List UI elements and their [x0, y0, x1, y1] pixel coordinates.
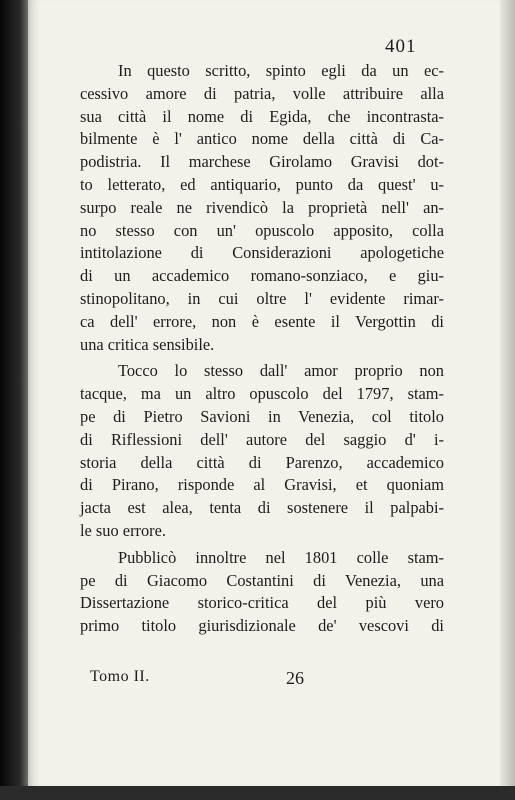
text-line: pe di Giacomo Costantini di Venezia, una [80, 570, 444, 590]
text-line: storia della città di Parenzo, accademico [80, 452, 444, 472]
text-line: di Riflessioni dell' autore del saggio d' i- [80, 429, 444, 449]
text-line: sua città il nome di Egida, che incontrasta- [80, 106, 444, 126]
text-line: primo titolo giurisdizionale de' vescovi di [80, 616, 444, 636]
signature-mark: Tomo II. [90, 668, 150, 685]
text-line: di Pirano, risponde al Gravisi, et quoniam [80, 475, 444, 495]
page-bottom-edge [0, 786, 515, 800]
text-line: Pubblicò innoltre nel 1801 colle stam- [118, 547, 444, 567]
text-line: di un accademico romano-sonziaco, e giu- [80, 266, 444, 286]
text-line: ca dell' errore, non è esente il Vergottin di [80, 311, 444, 331]
text-line: to letterato, ed antiquario, punto da quest' u- [80, 174, 444, 194]
page-number: 401 [385, 36, 417, 57]
text-line: stinopolitano, in cui oltre l' evidente rimar- [80, 288, 444, 308]
text-line: una critica sensibile. [80, 334, 215, 354]
text-line: bilmente è l' antico nome della città di Ca- [80, 129, 444, 149]
text-line: jacta est alea, tenta di sostenere il palpabi- [80, 498, 444, 518]
text-line: tacque, ma un altro opuscolo del 1797, stam- [80, 384, 444, 404]
page-right-edge [500, 0, 515, 786]
sheet-number: 26 [286, 668, 304, 688]
body-text [80, 60, 444, 638]
book-page [28, 0, 500, 786]
text-line: Dissertazione storico-critica del più vero [80, 593, 444, 613]
text-line: no stesso con un' opuscolo apposito, colla [80, 220, 444, 240]
text-line: podistria. Il marchese Girolamo Gravisi dot- [80, 152, 444, 172]
text-line: le suo errore. [80, 520, 167, 540]
text-line: cessivo amore di patria, volle attribuire alla [80, 83, 444, 103]
text-line: In questo scritto, spinto egli da un ec- [118, 61, 444, 80]
text-line: pe di Pietro Savioni in Venezia, col titolo [80, 406, 444, 426]
text-line: surpo reale ne rivendicò la proprietà nell' an- [80, 197, 444, 217]
text-line: Tocco lo stesso dall' amor proprio non [118, 361, 444, 381]
text-line: intitolazione di Considerazioni apologetiche [80, 243, 444, 263]
book-gutter-shadow [0, 0, 28, 800]
